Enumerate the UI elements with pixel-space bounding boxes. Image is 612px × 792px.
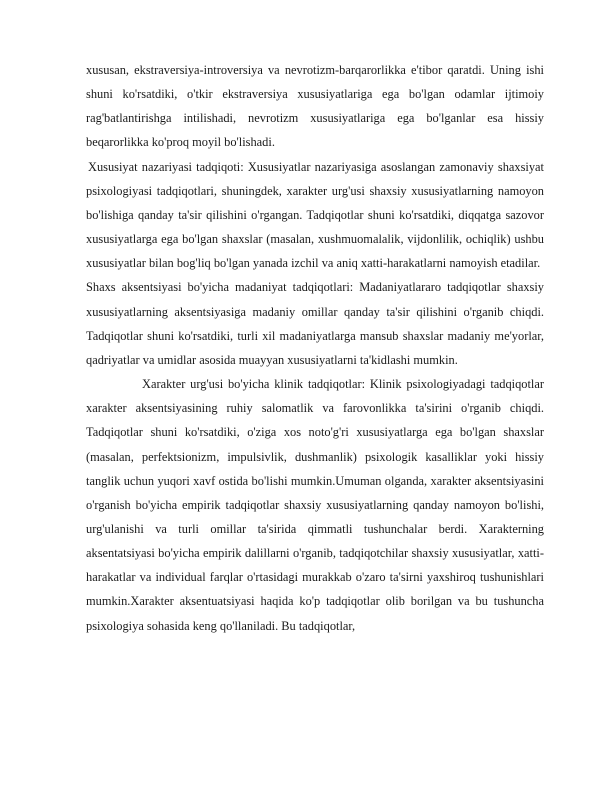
document-page bbox=[86, 58, 544, 638]
paragraph-clinical-research: Xarakter urg'usi bo'yicha klinik tadqiqotlar: Klinik psixologiyadagi tadqiqotlar xarakter aksentsiyasining ruhiy salomatlik va farovonlikka ta'sirini o'rganib chiqdi. Tadqiqotlar shuni ko'rsatdiki, o'ziga xos noto'g'ri xususiyatlarga ega bo'lgan shaxslar (masalan, perfektsionizm, impulsivlik, dushmanlik) psixologik kasalliklar yoki hissiy tanglik uchun yuqori xavf ostida bo'lishi mumkin.Umuman olganda, xarakter aksentsiyasini o'rganish bo'yicha empirik tadqiqotlar shaxsiy xususiyatlarning qanday namoyon bo'lishi, urg'ulanishi va turli omillar ta'sirida qimmatli tushunchalar berdi. Xarakterning aksentatsiyasi bo'yicha empirik dalillarni o'rganib, tadqiqotchilar shaxsiy xususiyatlar, xatti-harakatlar va individual farqlar o'rtasidagi murakkab o'zaro ta'sirni yaxshiroq tushunishlari mumkin.Xarakter aksentuatsiyasi haqida ko'p tadqiqotlar olib borilgan va bu tushuncha psixologiya sohasida keng qo'llaniladi. Bu tadqiqotlar, bbox=[86, 377, 544, 633]
paragraph-culture-research: Shaxs aksentsiyasi bo'yicha madaniyat tadqiqotlari: Madaniyatlararo tadqiqotlar shaxsiy xususiyatlarning aksentsiyasiga madaniy omillar qanday ta'sir qilishini o'rganib chiqdi. Tadqiqotlar shuni ko'rsatdiki, turli xil madaniyatlarga mansub shaxslar madaniy me'yorlar, qadriyatlar va umidlar asosida muayyan xususiyatlarni ta'kidlashi mumkin. bbox=[86, 280, 544, 367]
paragraph-trait-theory: Xususiyat nazariyasi tadqiqoti: Xususiyatlar nazariyasiga asoslangan zamonaviy shaxsiyat psixologiyasi tadqiqotlari, shuningdek, xarakter urg'usi shaxsiy xususiyatlarning namoyon bo'lishiga qanday ta'sir qilishini o'rgangan. Tadqiqotlar shuni ko'rsatdiki, diqqatga sazovor xususiyatlarga ega bo'lgan shaxslar (masalan, xushmuomalalik, vijdonlilik, ochiqlik) ushbu xususiyatlar bilan bog'liq bo'lgan yanada izchil va aniq xatti-harakatlarni namoyish etadilar. bbox=[86, 159, 544, 271]
paragraph-eysenck: xususan, ekstraversiya-introversiya va nevrotizm-barqarorlikka e'tibor qaratdi. Uning ishi shuni ko'rsatdiki, o'tkir ekstraversiya xususiyatlariga ega bo'lgan odamlar ijtimoiy rag'batlantirishga intilishadi, nevrotizm xususiyatlariga ega bo'lganlar esa hissiy beqarorlikka ko'proq moyil bo'lishadi. bbox=[86, 63, 544, 150]
